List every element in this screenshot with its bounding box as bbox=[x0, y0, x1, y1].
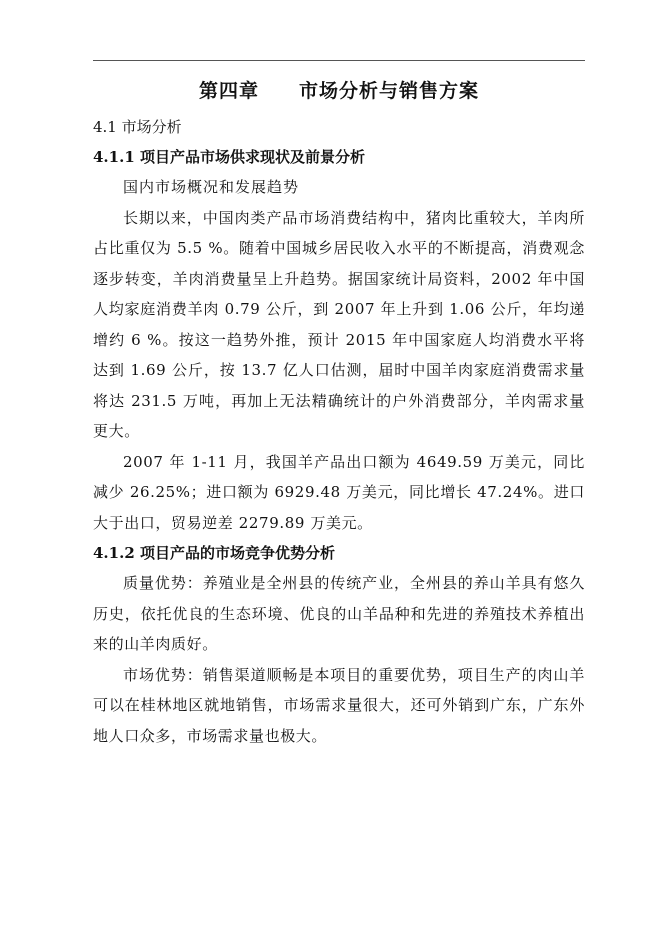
chapter-number: 第四章 bbox=[198, 80, 259, 102]
subsection-heading-1: 4.1.1 项目产品市场供求现状及前景分析 bbox=[93, 148, 365, 166]
paragraph-consumption: 长期以来，中国肉类产品市场消费结构中，猪肉比重较大，羊肉所占比重仅为 5.5 %。随着中国城乡居民收入水平的不断提高，消费观念逐步转变，羊肉消费量呈上升趋势。据国家统计局资料，2002 年中国人均家庭消费羊肉 0.79 公斤，到 2007 年上升到 1.06 公斤，年均递增约 6 %。按这一趋势外推，预计 2015 年中国家庭人均消费水平将达到 1.69 公斤，按 13.7 亿人口估测，届时中国羊肉家庭消费需求量将达 231.5 万吨，再加上无法精确统计的户外消费部分，羊肉需求量更大。 bbox=[93, 208, 585, 440]
chapter-title bbox=[93, 74, 585, 108]
section-heading: 4.1 市场分析 bbox=[93, 118, 182, 136]
paragraph-topic: 国内市场概况和发展趋势 bbox=[123, 178, 300, 196]
paragraph-trade: 2007 年 1-11 月，我国羊产品出口额为 4649.59 万美元，同比减少 26.25%；进口额为 6929.48 万美元，同比增长 47.24%。进口大于出口，贸易逆差 2279.89 万美元。 bbox=[93, 452, 585, 532]
document-page bbox=[93, 74, 585, 751]
chapter-name: 市场分析与销售方案 bbox=[299, 80, 480, 102]
paragraph-quality-advantage: 质量优势：养殖业是全州县的传统产业，全州县的养山羊具有悠久历史，依托优良的生态环境、优良的山羊品种和先进的养殖技术养植出来的山羊肉质好。 bbox=[93, 574, 585, 653]
subsection-heading-2: 4.1.2 项目产品的市场竞争优势分析 bbox=[93, 544, 335, 562]
header-rule bbox=[93, 60, 585, 61]
paragraph-market-advantage: 市场优势：销售渠道顺畅是本项目的重要优势，项目生产的肉山羊可以在桂林地区就地销售，市场需求量很大，还可外销到广东，广东外地人口众多，市场需求量也极大。 bbox=[93, 665, 585, 745]
